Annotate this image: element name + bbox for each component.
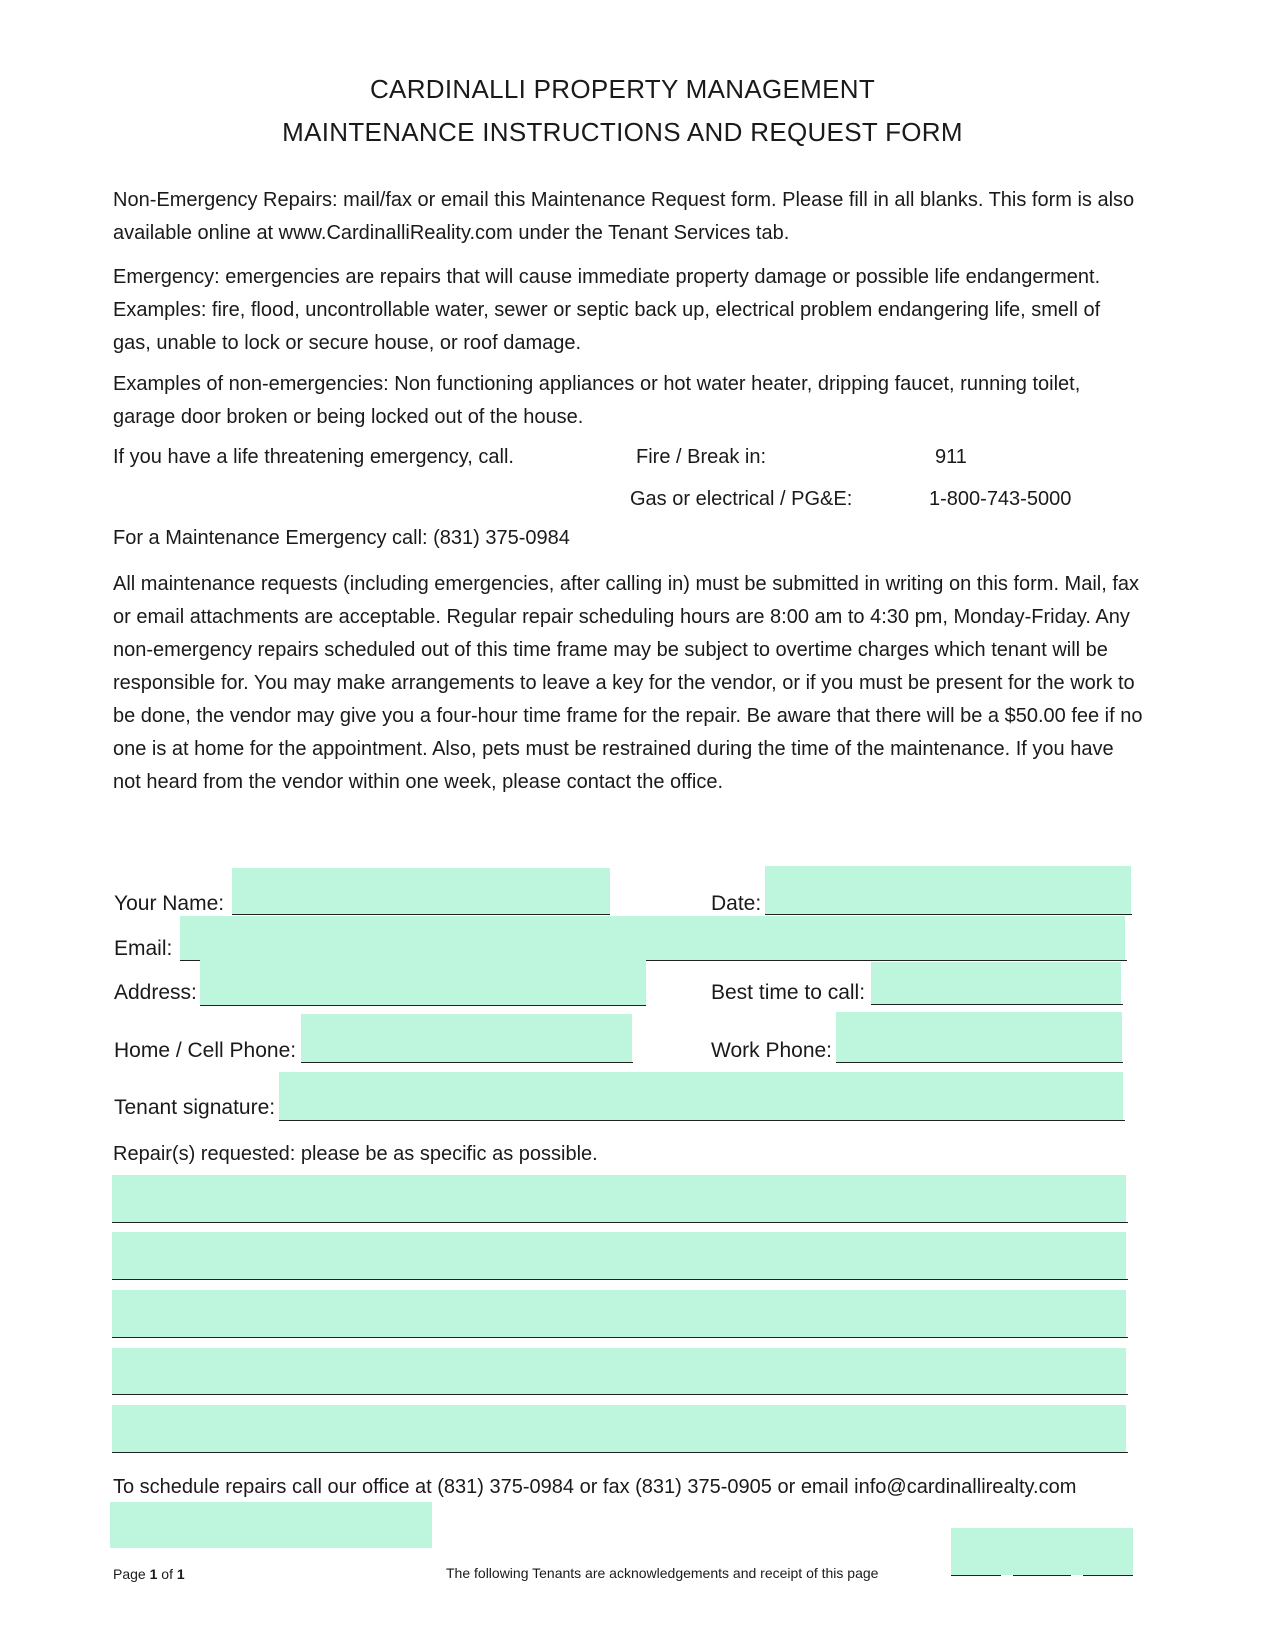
initials-line-1 <box>951 1575 1001 1576</box>
address-label: Address: <box>114 981 197 1004</box>
page-current: 1 <box>149 1566 158 1582</box>
work-phone-underline <box>836 1062 1123 1063</box>
repair-line-2[interactable] <box>112 1232 1126 1279</box>
non-emergency-instructions: Non-Emergency Repairs: mail/fax or email this Maintenance Request form. Please fill in all blanks. This form is also available online at www.CardinalliReality.com under the Tenant Services tab. <box>113 189 1135 244</box>
date-underline <box>765 914 1132 915</box>
page-prefix: Page <box>113 1566 146 1582</box>
form-title: MAINTENANCE INSTRUCTIONS AND REQUEST FORM <box>282 117 963 147</box>
your-name-underline <box>232 914 610 915</box>
tenant-initials-field-right[interactable] <box>951 1528 1133 1575</box>
best-time-field[interactable] <box>871 962 1121 1004</box>
home-phone-underline <box>301 1062 633 1063</box>
tenant-signature-field[interactable] <box>279 1072 1123 1120</box>
best-time-label: Best time to call: <box>711 981 866 1004</box>
schedule-contact-info: To schedule repairs call our office at (831) 375-0984 or fax (831) 375-0905 or email info@cardinallirealty.com <box>113 1476 1077 1498</box>
home-phone-label: Home / Cell Phone: <box>114 1039 297 1062</box>
your-name-label: Your Name: <box>114 892 225 915</box>
work-phone-field[interactable] <box>836 1012 1122 1062</box>
email-label: Email: <box>114 937 173 960</box>
initials-line-2 <box>1013 1575 1071 1576</box>
date-label: Date: <box>711 892 762 915</box>
tenant-signature-label: Tenant signature: <box>114 1096 276 1119</box>
gas-electrical-number: 1-800-743-5000 <box>929 488 1072 510</box>
page-number <box>113 1566 185 1582</box>
home-phone-field[interactable] <box>301 1014 632 1062</box>
life-threatening-note: If you have a life threatening emergency, call. <box>113 446 514 468</box>
work-phone-label: Work Phone: <box>711 1039 833 1062</box>
date-field[interactable] <box>765 866 1131 914</box>
repair-line-3-underline <box>112 1337 1128 1338</box>
your-name-field[interactable] <box>232 868 610 914</box>
repair-line-3[interactable] <box>112 1290 1126 1337</box>
repairs-requested-label: Repair(s) requested: please be as specific as possible. <box>113 1143 598 1165</box>
repair-line-1[interactable] <box>112 1175 1126 1222</box>
address-field[interactable] <box>200 960 646 1005</box>
company-name: CARDINALLI PROPERTY MANAGEMENT <box>369 74 876 104</box>
page-total: 1 <box>176 1566 185 1582</box>
best-time-underline <box>871 1004 1123 1005</box>
repair-line-5[interactable] <box>112 1405 1126 1452</box>
maintenance-policy: All maintenance requests (including emergencies, after calling in) must be submitted in writing on this form. Mail, fax or email attachments are acceptable. Regular repair scheduling hours are 8:00 am to 4:30 pm, Monday-Friday. Any non-emergency repairs scheduled out of this time frame may be subject to overtime charges which tenant will be responsible for. You may make arrangements to leave a key for the vendor, or if you must be present for the work to be done, the vendor may give you a four-hour time frame for the repair. Be aware that there will be a $50.00 fee if no one is at home for the appointment. Also, pets must be restrained during the time of the maintenance. If you have not heard from the vendor within one week, please contact the office. <box>113 573 1143 793</box>
page-of: of <box>161 1566 173 1582</box>
repair-line-4[interactable] <box>112 1348 1126 1394</box>
repair-line-5-underline <box>112 1452 1128 1453</box>
repair-line-4-underline <box>112 1394 1128 1395</box>
tenant-signature-underline <box>279 1120 1125 1121</box>
address-underline <box>200 1005 646 1006</box>
non-emergency-examples: Examples of non-emergencies: Non functioning appliances or hot water heater, dripping faucet, running toilet, garage door broken or being locked out of the house. <box>113 373 1081 428</box>
fire-break-in-label: Fire / Break in: <box>636 446 767 468</box>
fire-break-in-number: 911 <box>935 446 967 468</box>
gas-electrical-label: Gas or electrical / PG&E: <box>630 488 853 510</box>
email-field[interactable] <box>180 916 1125 960</box>
repair-line-2-underline <box>112 1279 1128 1280</box>
emergency-instructions: Emergency: emergencies are repairs that will cause immediate property damage or possible life endangerment. Examples: fire, flood, uncontrollable water, sewer or septic back up, electrical problem endangering life, smell of gas, unable to lock or secure house, or roof damage. <box>113 266 1101 354</box>
acknowledgement-text: The following Tenants are acknowledgements and receipt of this page <box>446 1565 879 1581</box>
tenant-initials-field-left[interactable] <box>110 1502 432 1548</box>
initials-line-3 <box>1083 1575 1133 1576</box>
maintenance-emergency-phone: For a Maintenance Emergency call: (831) 375-0984 <box>113 527 570 549</box>
repair-line-1-underline <box>112 1222 1128 1223</box>
